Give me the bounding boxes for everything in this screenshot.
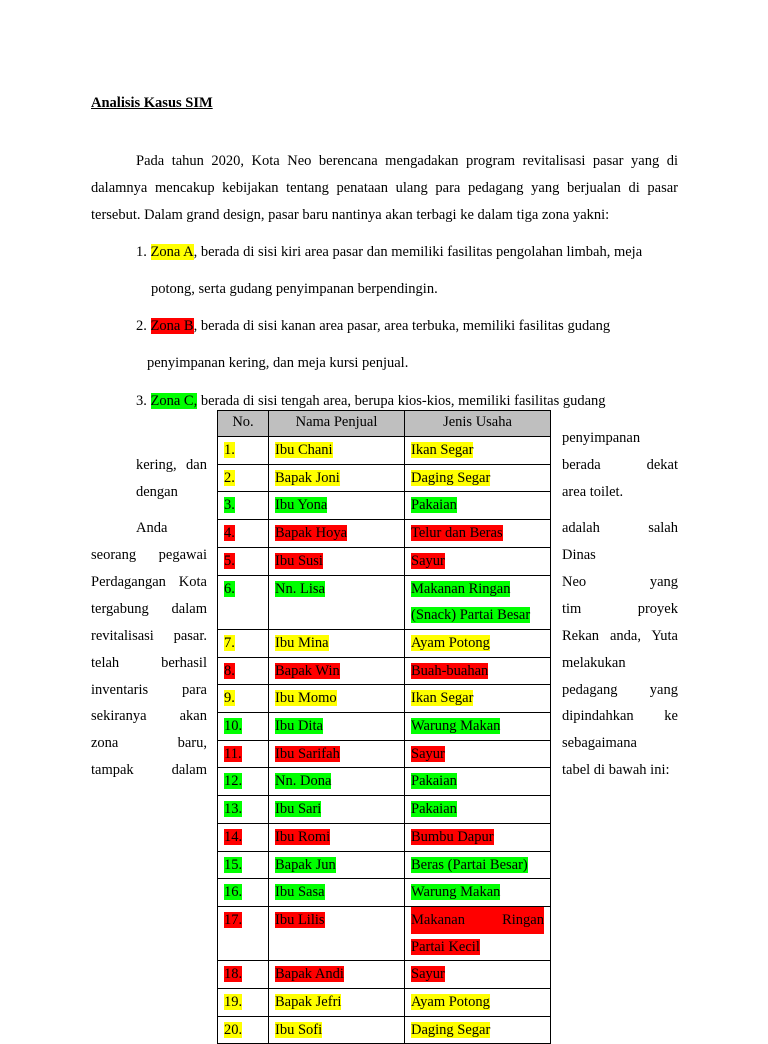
table-row [218,464,551,492]
vendor-name: Bapak Hoya [275,525,348,542]
row-number: 8. [224,662,235,679]
business-type: Warung Makan [411,884,501,901]
vendor-name: Ibu Chani [275,442,333,458]
business-type: Pakaian [411,773,457,790]
intro-line-1: Pada tahun 2020, Kota Neo berencana mengadakan program revitalisasi pasar yang di [136,153,678,169]
table-row [218,547,551,575]
vendor-name: Ibu Dita [275,718,323,735]
table-body [218,437,551,1044]
table-row [218,575,551,629]
zone-item-a [136,242,642,262]
right-text-line: adalah salah [562,520,678,536]
left-text-line: tampak dalam [91,762,207,778]
page-title: Analisis Kasus SIM [91,95,213,111]
table-row [218,629,551,657]
left-text-line: revitalisasi pasar. [91,628,207,644]
zone-label-a: Zona A [150,244,194,260]
business-type: Partai Kecil [411,938,480,955]
table-row [218,520,551,548]
right-text-line: sebagaimana [562,735,637,751]
zone-text: , berada di sisi kanan area pasar, area terbuka, memiliki fasilitas gudang [193,318,611,334]
table-row [218,796,551,824]
zone-item-b [136,316,610,336]
vendor-name: Ibu Lilis [275,911,325,928]
row-number: 18. [224,966,243,983]
zone-item-a-cont: potong, serta gudang penyimpanan berpendingin. [151,281,438,297]
table-row [218,685,551,713]
row-number: 17. [224,911,243,928]
row-number: 2. [224,469,235,486]
row-number: 3. [224,497,235,514]
right-text-line: melakukan [562,655,626,671]
vendor-name: Bapak Jefri [275,994,342,1011]
vendor-name: Bapak Andi [275,966,344,983]
business-type: Makanan Ringan [411,907,544,934]
left-text-line: zona baru, [91,735,207,751]
left-text-line: seorang pegawai [91,547,207,563]
intro-line-2: dalamnya mencakup kebijakan tentang penataan ulang para pedagang yang berjualan di pasar [91,180,678,196]
row-number: 6. [224,580,235,597]
vendor-name: Bapak Joni [275,469,340,486]
business-type: Pakaian [411,497,457,514]
business-type: Buah-buahan [411,662,489,679]
row-number: 16. [224,884,243,901]
business-type: Bumbu Dapur [411,828,494,845]
right-text-line: Rekan anda, Yuta [562,628,678,644]
table-row [218,851,551,879]
right-text-line: berada dekat [562,457,678,473]
right-text-line: tabel di bawah ini: [562,762,670,778]
intro-line-3: tersebut. Dalam grand design, pasar baru nantinya akan terbagi ke dalam tiga zona yakni: [91,207,610,223]
zone-number: 3. [136,393,147,409]
row-number: 13. [224,801,243,818]
header-nama-penjual: Nama Penjual [269,411,405,437]
vendor-name: Ibu Yona [275,497,328,514]
table-row [218,906,551,960]
row-number: 14. [224,828,243,845]
header-jenis-usaha: Jenis Usaha [405,411,551,437]
row-number: 11. [224,745,242,762]
right-text-line: Dinas [562,547,596,563]
table-row [218,713,551,741]
business-type: Daging Segar [411,469,491,486]
zone-item-c [136,391,606,411]
left-text-line: Anda [136,520,168,536]
vendor-name: Ibu Mina [275,634,329,651]
row-number: 20. [224,1021,243,1038]
left-text-line: inventaris para [91,682,207,698]
left-text-line: dengan [136,484,178,500]
vendor-name: Nn. Dona [275,773,332,790]
right-text-line: pedagang yang [562,682,678,698]
row-number: 1. [224,442,235,458]
vendor-name: Nn. Lisa [275,580,325,597]
vendor-name: Ibu Susi [275,552,323,569]
table-row [218,961,551,989]
vendor-name: Ibu Romi [275,828,331,845]
zone-number: 2. [136,318,147,334]
business-type: Sayur [411,552,445,569]
zone-number: 1. [136,244,147,260]
left-text-line: tergabung dalam [91,601,207,617]
left-text-line: sekiranya akan [91,708,207,724]
business-type: (Snack) Partai Besar [411,607,531,624]
left-text-line: telah berhasil [91,655,207,671]
row-number: 19. [224,994,243,1011]
zone-label-c: Zona C, [150,393,198,409]
right-text-line: Neo yang [562,574,678,590]
business-type: Telur dan Beras [411,525,503,542]
business-type: Pakaian [411,801,457,818]
table-row [218,740,551,768]
business-type: Makanan Ringan [411,580,511,597]
vendor-name: Bapak Jun [275,856,336,873]
right-text-line: tim proyek [562,601,678,617]
left-text-line: Perdagangan Kota [91,574,207,590]
business-type: Beras (Partai Besar) [411,856,528,873]
business-type: Ayam Potong [411,634,490,651]
vendor-name: Ibu Momo [275,690,337,707]
right-text-line: dipindahkan ke [562,708,678,724]
business-type: Ikan Segar [411,690,474,707]
vendor-name: Ibu Sasa [275,884,325,901]
vendor-name: Bapak Win [275,662,340,679]
table-row [218,492,551,520]
row-number: 9. [224,690,235,707]
business-type: Ikan Segar [411,442,474,458]
right-text-line: area toilet. [562,484,624,500]
vendor-name: Ibu Sarifah [275,745,340,762]
table-header-row [218,411,551,437]
business-type: Sayur [411,745,445,762]
right-text-line: penyimpanan [562,430,641,446]
table-row [218,879,551,907]
zone-label-b: Zona B [150,318,194,334]
vendor-name: Ibu Sofi [275,1021,323,1038]
row-number: 10. [224,718,243,735]
business-type: Daging Segar [411,1021,491,1038]
left-text-line: kering, dan [136,457,207,473]
zone-item-b-cont: penyimpanan kering, dan meja kursi penjual. [147,355,409,371]
table-row [218,823,551,851]
table-row [218,989,551,1017]
vendor-name: Ibu Sari [275,801,322,818]
row-number: 4. [224,525,235,542]
vendor-table [217,410,551,1044]
business-type: Ayam Potong [411,994,490,1011]
table-row [218,1016,551,1044]
header-no: No. [218,411,269,437]
row-number: 7. [224,634,235,651]
table-row [218,657,551,685]
zone-text: berada di sisi tengah area, berupa kios-kios, memiliki fasilitas gudang [197,393,606,409]
row-number: 5. [224,552,235,569]
business-type: Warung Makan [411,718,501,735]
zone-text: , berada di sisi kiri area pasar dan memiliki fasilitas pengolahan limbah, meja [193,244,643,260]
row-number: 12. [224,773,243,790]
business-type: Sayur [411,966,445,983]
table-row [218,437,551,465]
table-row [218,768,551,796]
row-number: 15. [224,856,243,873]
